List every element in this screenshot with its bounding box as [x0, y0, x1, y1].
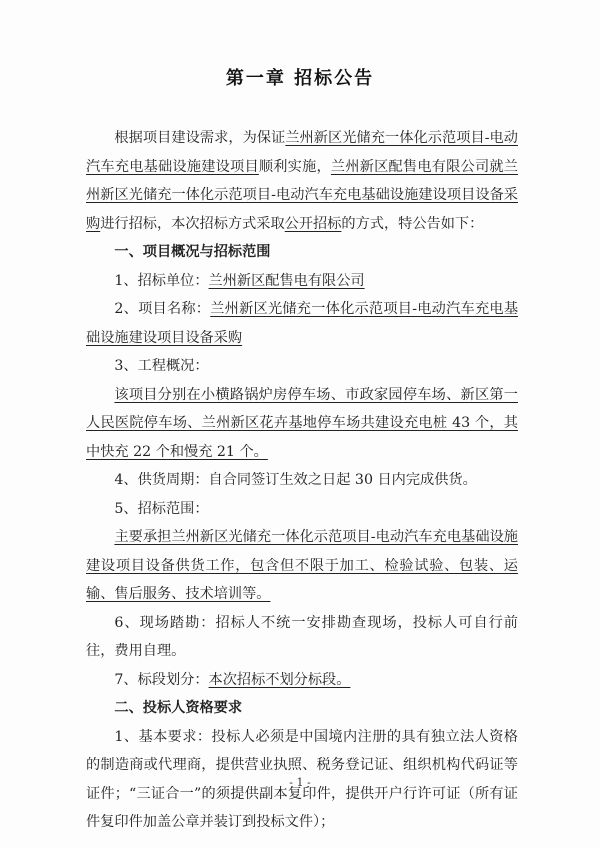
item2-value: 兰州新区光储充一体化示范项目-电动汽车充电基础设施建设项目设备采购 — [86, 301, 519, 346]
intro-mid: 顺利实施， — [258, 158, 331, 175]
section1-item5-label: 5、招标范围： — [114, 500, 209, 517]
section1-item4: 4、供货周期：自合同签订生效之日起 30 日内完成供货。 — [114, 472, 477, 488]
intro-company-sentence: 兰州新区配售电有限公司就兰州新区光储充一体化示范项目-电动汽车充电基础设施建设项目设备采购 — [86, 158, 518, 232]
chapter-title: 第一章 招标公告 — [225, 68, 375, 89]
section1-heading: 一、项目概况与招标范围 — [114, 244, 271, 260]
section2-heading: 二、投标人资格要求 — [114, 700, 243, 716]
section1-item2 — [86, 295, 518, 352]
section2-item1: 1、基本要求：投标人必须是中国境内注册的具有独立法人资格的制造商或代理商，提供营业执照、税务登记证、组织机构代码证等证件；“三证合一”的须提供副本复印件，提供开户行许可证（所有证件复印件加盖公章并装订到投标文件）； — [86, 728, 518, 830]
section1-item6: 6、现场踏勘：招标人不统一安排勘查现场，投标人可自行前往，费用自理。 — [86, 614, 518, 659]
page-number: - 1 - — [289, 776, 311, 789]
document-body — [86, 124, 518, 837]
intro-lead: 根据项目建设需求，为保证 — [114, 130, 286, 146]
intro-project-name: 兰州新区光储充一体化示范项目-电动汽车充电基础设施建设项目 — [86, 130, 518, 175]
intro-method: 公开招标 — [284, 215, 342, 232]
section1-item5-body — [86, 523, 518, 609]
item2-label: 2、项目名称： — [114, 301, 211, 317]
section1-item3-label: 3、工程概况： — [114, 358, 209, 374]
item3-body: 该项目分别在小横路锅炉房停车场、市政家园停车场、新区第一人民医院停车场、兰州新区花卉基地停车场共建设充电桩 43 个，其中快充 22 个和慢充 21 个。 — [86, 386, 518, 460]
intro-mid2: 进行招标，本次招标方式采取 — [100, 215, 285, 232]
intro-tail: 的方式，特公告如下： — [341, 215, 484, 232]
section1-item3-body — [86, 381, 518, 467]
item7-label: 7、标段划分： — [114, 671, 209, 688]
item1-label: 1、招标单位： — [114, 272, 209, 289]
section1-item7 — [86, 666, 518, 695]
item1-value: 兰州新区配售电有限公司 — [208, 272, 365, 289]
section1-item1 — [86, 267, 518, 296]
item7-value: 本次招标不划分标段。 — [208, 671, 351, 688]
item5-body: 主要承担兰州新区光储充一体化示范项目-电动汽车充电基础设施建设项目设备供货工作，包含但不限于加工、检验试验、包装、运输、售后服务、技术培训等。 — [86, 529, 518, 602]
intro-paragraph — [86, 124, 518, 238]
